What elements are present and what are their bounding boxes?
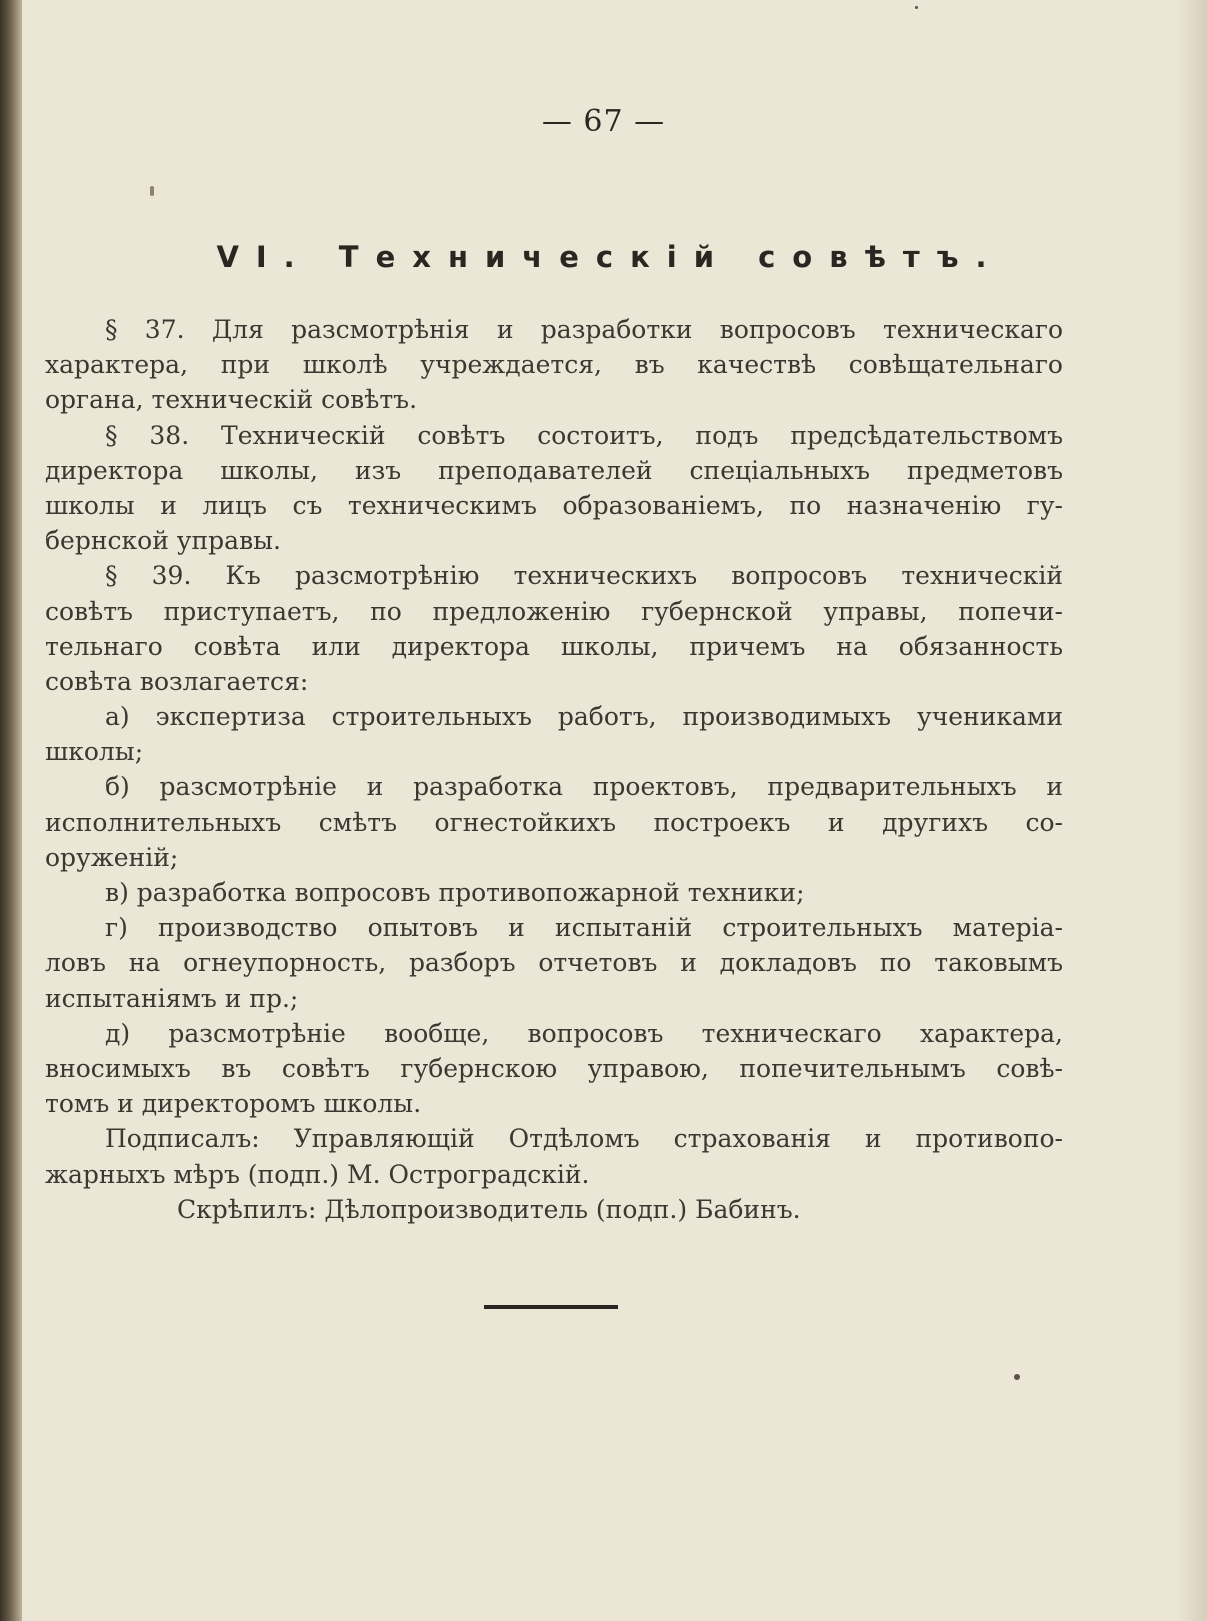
paper-speck — [150, 186, 154, 196]
text-line: вносимыхъ въ совѣтъ губернскою управою, попечительнымъ совѣ- — [45, 1053, 1063, 1083]
text-line: тельнаго совѣта или директора школы, причемъ на обязанность — [45, 631, 1063, 661]
section-heading: VI. Техническій совѣтъ. — [216, 240, 1004, 274]
text-line: г) производство опытовъ и испытаній строительныхъ матеріа- — [105, 913, 1063, 943]
text-line: бернской управы. — [45, 526, 281, 556]
text-line: оруженій; — [45, 842, 179, 872]
paper-speck — [1014, 1374, 1020, 1380]
text-line: томъ и директоромъ школы. — [45, 1089, 422, 1119]
text-line: органа, техническій совѣтъ. — [45, 385, 418, 415]
text-line: Скрѣпилъ: Дѣлопроизводитель (подп.) Бабинъ. — [177, 1194, 801, 1224]
text-line: школы; — [45, 737, 144, 767]
text-line: б) разсмотрѣніе и разработка проектовъ, предварительныхъ и — [105, 772, 1063, 802]
closing-rule — [484, 1305, 618, 1309]
text-line: § 37. Для разсмотрѣнія и разработки вопросовъ техническаго — [105, 315, 1063, 344]
text-line: § 39. Къ разсмотрѣнію техническихъ вопросовъ техническій — [105, 561, 1063, 591]
text-line: жарныхъ мѣръ (подп.) М. Остроградскій. — [45, 1159, 590, 1189]
text-line: испытаніямъ и пр.; — [45, 983, 299, 1013]
paper-speck — [915, 6, 918, 9]
text-line: ловъ на огнеупорность, разборъ отчетовъ и докладовъ по таковымъ — [45, 948, 1063, 978]
text-line: совѣта возлагается: — [45, 666, 309, 696]
text-line: § 38. Техническій совѣтъ состоитъ, подъ предсѣдательствомъ — [105, 420, 1063, 450]
page-number: — 67 — — [541, 104, 666, 139]
text-line: а) экспертиза строительныхъ работъ, производимыхъ учениками — [105, 702, 1063, 732]
page-shadow — [1177, 0, 1207, 1621]
text-line: Подписалъ: Управляющій Отдѣломъ страхованія и противопо- — [105, 1124, 1063, 1154]
text-line: д) разсмотрѣніе вообще, вопросовъ техническаго характера, — [105, 1018, 1063, 1048]
text-line: характера, при школѣ учреждается, въ качествѣ совѣщательнаго — [45, 350, 1063, 380]
text-line: совѣтъ приступаетъ, по предложенію губернской управы, попечи- — [45, 596, 1063, 626]
binding-edge — [0, 0, 22, 1621]
body-text — [45, 312, 1063, 1227]
text-line: исполнительныхъ смѣтъ огнестойкихъ построекъ и другихъ со- — [45, 807, 1063, 837]
text-line: директора школы, изъ преподавателей спеціальныхъ предметовъ — [45, 455, 1063, 485]
text-line: в) разработка вопросовъ противопожарной техники; — [105, 878, 805, 907]
text-line: школы и лицъ съ техническимъ образованіемъ, по назначенію гу- — [45, 490, 1063, 520]
